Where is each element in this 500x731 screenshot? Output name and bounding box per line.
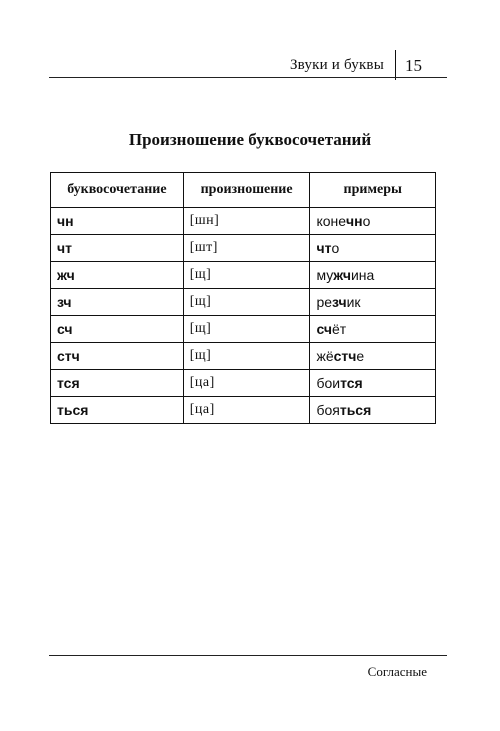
running-header-chapter: Звуки и буквы: [289, 57, 384, 73]
column-header-examples: примеры: [310, 173, 436, 208]
pronunciation-cell: [ца]: [183, 370, 310, 397]
example-text: му: [316, 267, 334, 283]
combination-cell: ться: [51, 397, 184, 424]
combination-cell: чт: [51, 235, 184, 262]
header-separator: [395, 50, 396, 80]
example-cell: [310, 343, 436, 370]
example-text: о: [331, 240, 340, 256]
combination-cell: сч: [51, 316, 184, 343]
example-highlight: стч: [333, 348, 357, 364]
pronunciation-cell: [ца]: [183, 397, 310, 424]
example-cell: [310, 208, 436, 235]
example-cell: [310, 397, 436, 424]
combination-cell: стч: [51, 343, 184, 370]
pronunciation-cell: [шт]: [183, 235, 310, 262]
table-row: [51, 370, 436, 397]
table-header-row: [51, 173, 436, 208]
example-text: боя: [316, 402, 340, 418]
section-title: Произношение буквосочетаний: [128, 130, 372, 149]
example-text: ре: [316, 294, 333, 310]
example-cell: [310, 262, 436, 289]
footer-rule: [49, 655, 447, 656]
pronunciation-cell: [щ]: [183, 262, 310, 289]
example-text: ик: [346, 294, 361, 310]
table-row: [51, 316, 436, 343]
pronunciation-cell: [щ]: [183, 343, 310, 370]
combination-cell: тся: [51, 370, 184, 397]
example-cell: [310, 235, 436, 262]
example-highlight: ться: [339, 402, 372, 418]
example-highlight: сч: [316, 321, 333, 337]
example-text: е: [356, 348, 365, 364]
header-rule: [49, 77, 447, 78]
example-highlight: тся: [340, 375, 363, 391]
combination-cell: зч: [51, 289, 184, 316]
combination-cell: жч: [51, 262, 184, 289]
table-row: [51, 208, 436, 235]
table-row: [51, 343, 436, 370]
running-footer: Согласные: [367, 664, 427, 679]
table-row: [51, 262, 436, 289]
example-text: о: [362, 213, 371, 229]
example-text: бои: [316, 375, 341, 391]
table-row: [51, 235, 436, 262]
column-header-pronunciation: произношение: [183, 173, 310, 208]
example-text: ёт: [332, 321, 347, 337]
example-cell: [310, 289, 436, 316]
example-cell: [310, 370, 436, 397]
example-highlight: чт: [316, 240, 332, 256]
example-text: коне: [316, 213, 347, 229]
column-header-combination: буквосочетание: [51, 173, 184, 208]
example-cell: [310, 316, 436, 343]
pronunciation-cell: [щ]: [183, 289, 310, 316]
combination-cell: чн: [51, 208, 184, 235]
table-row: [51, 397, 436, 424]
table-row: [51, 289, 436, 316]
example-highlight: зч: [332, 294, 347, 310]
example-highlight: чн: [346, 213, 363, 229]
page-number: 15: [405, 56, 422, 75]
example-text: жё: [316, 348, 334, 364]
letter-combination-table: [50, 172, 436, 424]
example-text: ина: [350, 267, 375, 283]
pronunciation-cell: [щ]: [183, 316, 310, 343]
pronunciation-cell: [шн]: [183, 208, 310, 235]
example-highlight: жч: [333, 267, 351, 283]
